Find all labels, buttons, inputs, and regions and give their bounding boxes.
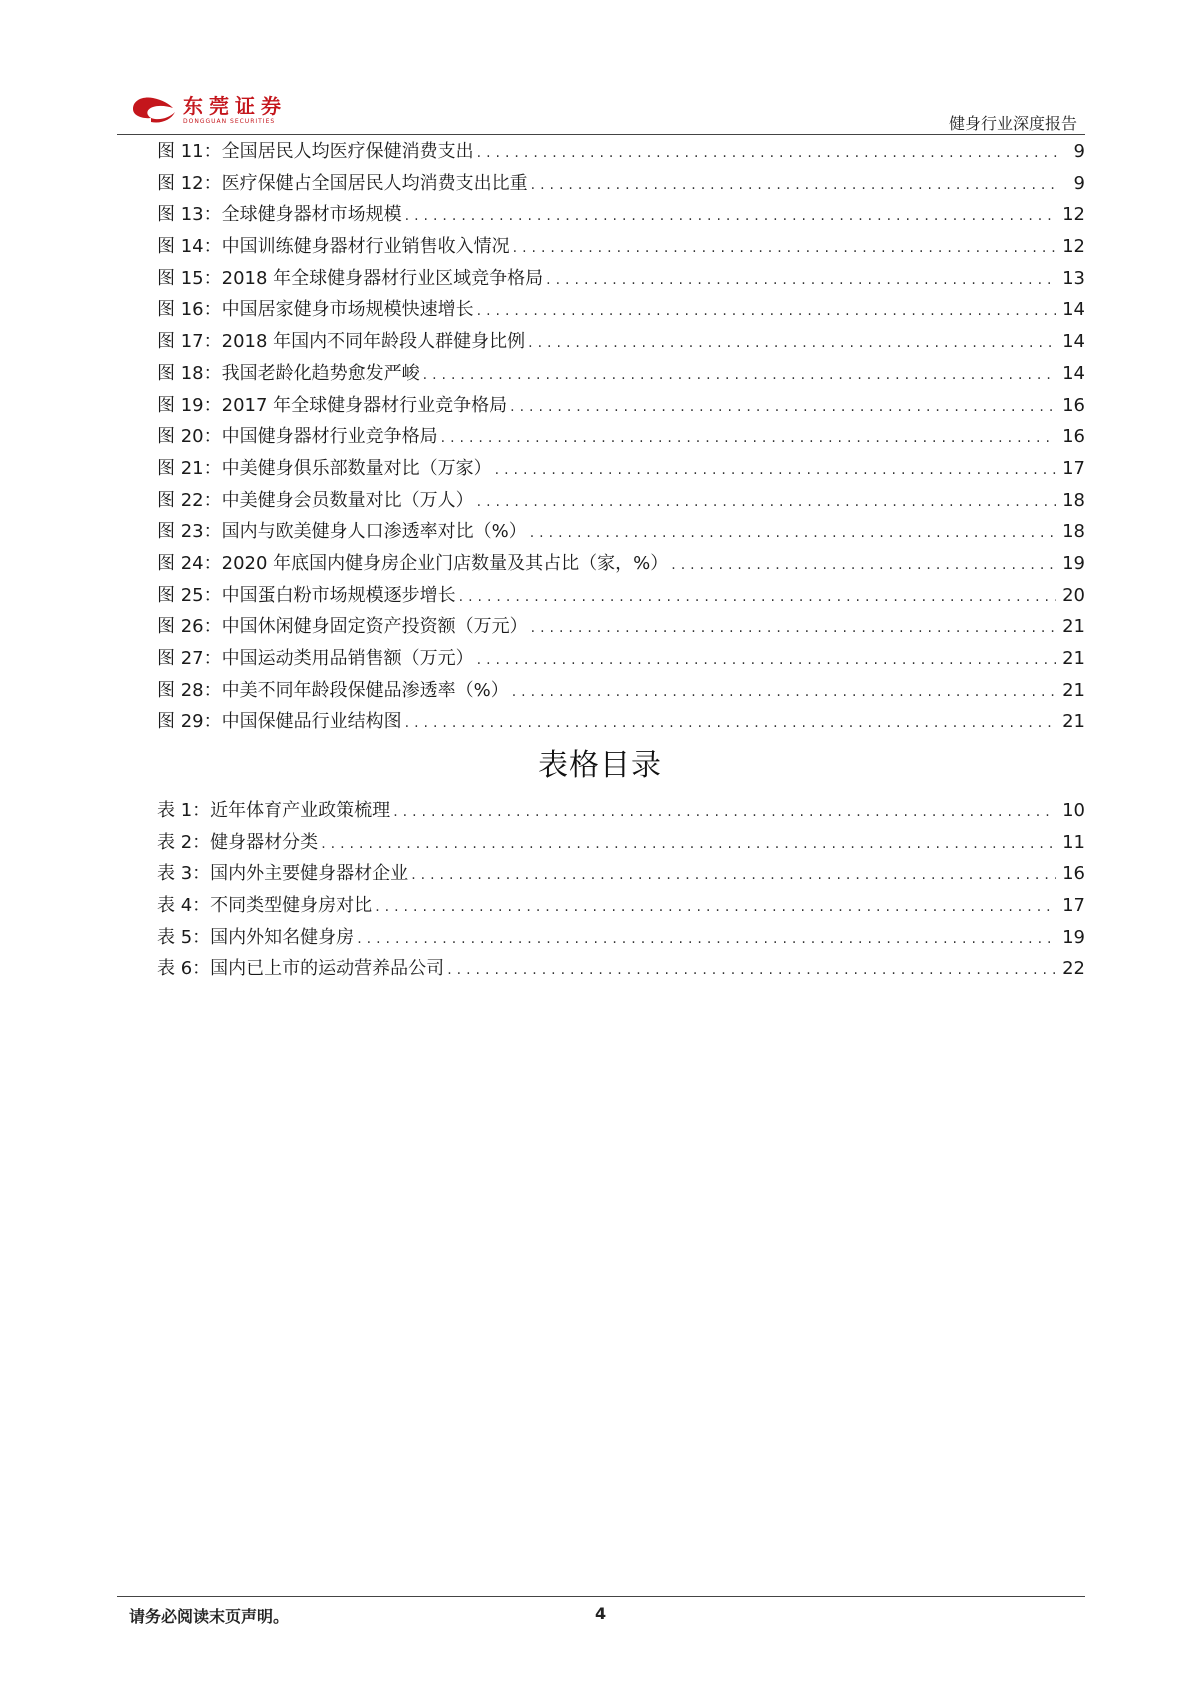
dot-leader <box>530 518 1056 550</box>
footer-disclaimer: 请务必阅读末页声明。 <box>129 1607 290 1626</box>
dot-leader <box>405 201 1056 233</box>
toc-entry-page: 20 <box>1062 584 1085 606</box>
toc-entry[interactable] <box>157 858 1085 890</box>
toc-entry-page: 9 <box>1073 141 1085 162</box>
dot-leader <box>513 233 1056 265</box>
toc-entry[interactable] <box>157 548 1085 580</box>
toc-entry-label: 图 14：中国训练健身器材行业销售收入情况 <box>157 236 510 258</box>
company-logo <box>129 94 287 126</box>
logo-chinese-name: 东莞证券 <box>183 94 287 118</box>
toc-entry-page: 21 <box>1062 679 1085 701</box>
figure-list <box>157 136 1085 738</box>
toc-entry-label: 图 25：中国蛋白粉市场规模逐步增长 <box>157 584 456 606</box>
toc-entry[interactable] <box>157 922 1085 954</box>
toc-entry-page: 12 <box>1062 236 1085 258</box>
toc-entry[interactable] <box>157 890 1085 922</box>
toc-entry-label: 图 21：中美健身俱乐部数量对比（万家） <box>157 457 492 479</box>
toc-entry-label: 表 1：近年体育产业政策梳理 <box>157 800 391 821</box>
toc-entry-label: 图 19：2017 年全球健身器材行业竞争格局 <box>157 394 508 416</box>
toc-entry-page: 19 <box>1062 926 1085 948</box>
toc-entry-label: 图 15：2018 年全球健身器材行业区域竞争格局 <box>157 267 544 289</box>
toc-entry[interactable] <box>157 953 1085 985</box>
toc-entry-label: 图 18：我国老龄化趋势愈发严峻 <box>157 362 420 384</box>
toc-entry-label: 图 16：中国居家健身市场规模快速增长 <box>157 299 474 321</box>
dot-leader <box>512 677 1056 709</box>
dot-leader <box>528 328 1056 360</box>
page-number: 4 <box>595 1604 607 1623</box>
toc-entry[interactable] <box>157 390 1085 422</box>
toc-entry-page: 9 <box>1073 172 1085 194</box>
toc-entry-label: 表 6：国内已上市的运动营养品公司 <box>157 958 445 980</box>
toc-entry[interactable] <box>157 326 1085 358</box>
toc-entry-label: 图 27：中国运动类用品销售额（万元） <box>157 648 474 669</box>
toc-entry-page: 21 <box>1062 648 1085 669</box>
toc-entry-label: 图 23：国内与欧美健身人口渗透率对比（%） <box>157 521 527 543</box>
dot-leader <box>531 170 1057 202</box>
table-of-tables-heading: 表格目录 <box>538 748 662 783</box>
dot-leader <box>477 487 1056 519</box>
toc-entry-label: 图 17：2018 年国内不同年龄段人群健身比例 <box>157 331 526 353</box>
toc-entry-label: 图 12：医疗保健占全国居民人均消费支出比重 <box>157 172 528 194</box>
toc-entry[interactable] <box>157 827 1085 859</box>
header-divider <box>117 134 1085 135</box>
toc-entry[interactable] <box>157 294 1085 326</box>
toc-entry-page: 17 <box>1062 895 1085 917</box>
toc-entry-page: 19 <box>1062 552 1085 574</box>
toc-entry-label: 图 24：2020 年底国内健身房企业门店数量及其占比（家，%） <box>157 552 669 574</box>
toc-entry-label: 表 3：国内外主要健身器材企业 <box>157 863 409 885</box>
toc-entry-page: 18 <box>1062 521 1085 543</box>
toc-entry-label: 图 11：全国居民人均医疗保健消费支出 <box>157 141 474 162</box>
dot-leader <box>495 455 1056 487</box>
toc-entry[interactable] <box>157 263 1085 295</box>
toc-entry[interactable] <box>157 580 1085 612</box>
toc-entry-page: 14 <box>1062 331 1085 353</box>
toc-entry-page: 21 <box>1062 616 1085 638</box>
dot-leader <box>531 613 1056 645</box>
toc-entry-page: 22 <box>1062 958 1085 980</box>
toc-entry[interactable] <box>157 421 1085 453</box>
dot-leader <box>405 708 1056 740</box>
logo-english-name: DONGGUAN SECURITIES <box>183 118 276 125</box>
toc-entry[interactable] <box>157 168 1085 200</box>
toc-entry-page: 13 <box>1062 267 1085 289</box>
report-title: 健身行业深度报告 <box>948 114 1077 133</box>
dot-leader <box>546 265 1056 297</box>
toc-entry[interactable] <box>157 231 1085 263</box>
page-header <box>117 88 1085 134</box>
toc-entry[interactable] <box>157 706 1085 738</box>
toc-entry[interactable] <box>157 643 1085 675</box>
dot-leader <box>510 392 1056 424</box>
toc-entry[interactable] <box>157 485 1085 517</box>
toc-entry[interactable] <box>157 611 1085 643</box>
toc-entry-page: 12 <box>1062 204 1085 226</box>
dot-leader <box>375 892 1056 924</box>
footer-divider <box>117 1596 1085 1597</box>
toc-entry-label: 图 22：中美健身会员数量对比（万人） <box>157 489 474 511</box>
dot-leader <box>671 550 1056 582</box>
toc-entry[interactable] <box>157 199 1085 231</box>
toc-entry-page: 16 <box>1062 394 1085 416</box>
toc-entry[interactable] <box>157 136 1085 168</box>
toc-entry-page: 14 <box>1062 299 1085 321</box>
dot-leader <box>441 423 1056 455</box>
company-logo-icon <box>129 94 177 124</box>
toc-entry-label: 图 28：中美不同年龄段保健品渗透率（%） <box>157 679 509 701</box>
toc-entry-page: 14 <box>1062 362 1085 384</box>
dot-leader <box>393 797 1056 829</box>
toc-entry-label: 表 2：健身器材分类 <box>157 831 319 853</box>
toc-entry-label: 图 26：中国休闲健身固定资产投资额（万元） <box>157 616 528 638</box>
toc-entry[interactable] <box>157 453 1085 485</box>
toc-entry-page: 17 <box>1062 457 1085 479</box>
toc-entry-label: 图 20：中国健身器材行业竞争格局 <box>157 426 438 448</box>
toc-entry[interactable] <box>157 675 1085 707</box>
toc-entry[interactable] <box>157 795 1085 827</box>
dot-leader <box>447 955 1056 987</box>
toc-entry-page: 21 <box>1062 711 1085 733</box>
toc-entry-label: 图 29：中国保健品行业结构图 <box>157 711 402 733</box>
dot-leader <box>477 645 1056 677</box>
dot-leader <box>477 296 1056 328</box>
toc-entry-label: 图 13：全球健身器材市场规模 <box>157 204 402 226</box>
table-list <box>157 795 1085 985</box>
dot-leader <box>459 582 1056 614</box>
toc-entry[interactable] <box>157 358 1085 390</box>
toc-entry-label: 表 5：国内外知名健身房 <box>157 926 355 948</box>
dot-leader <box>423 360 1056 392</box>
toc-entry-label: 表 4：不同类型健身房对比 <box>157 895 373 917</box>
toc-entry-page: 16 <box>1062 426 1085 448</box>
toc-entry-page: 11 <box>1062 831 1085 853</box>
dot-leader <box>357 924 1056 956</box>
toc-entry-page: 18 <box>1062 489 1085 511</box>
dot-leader <box>411 860 1056 892</box>
toc-entry-page: 10 <box>1062 800 1085 821</box>
toc-entry-page: 16 <box>1062 863 1085 885</box>
dot-leader <box>477 138 1057 170</box>
toc-entry[interactable] <box>157 516 1085 548</box>
dot-leader <box>321 829 1056 861</box>
